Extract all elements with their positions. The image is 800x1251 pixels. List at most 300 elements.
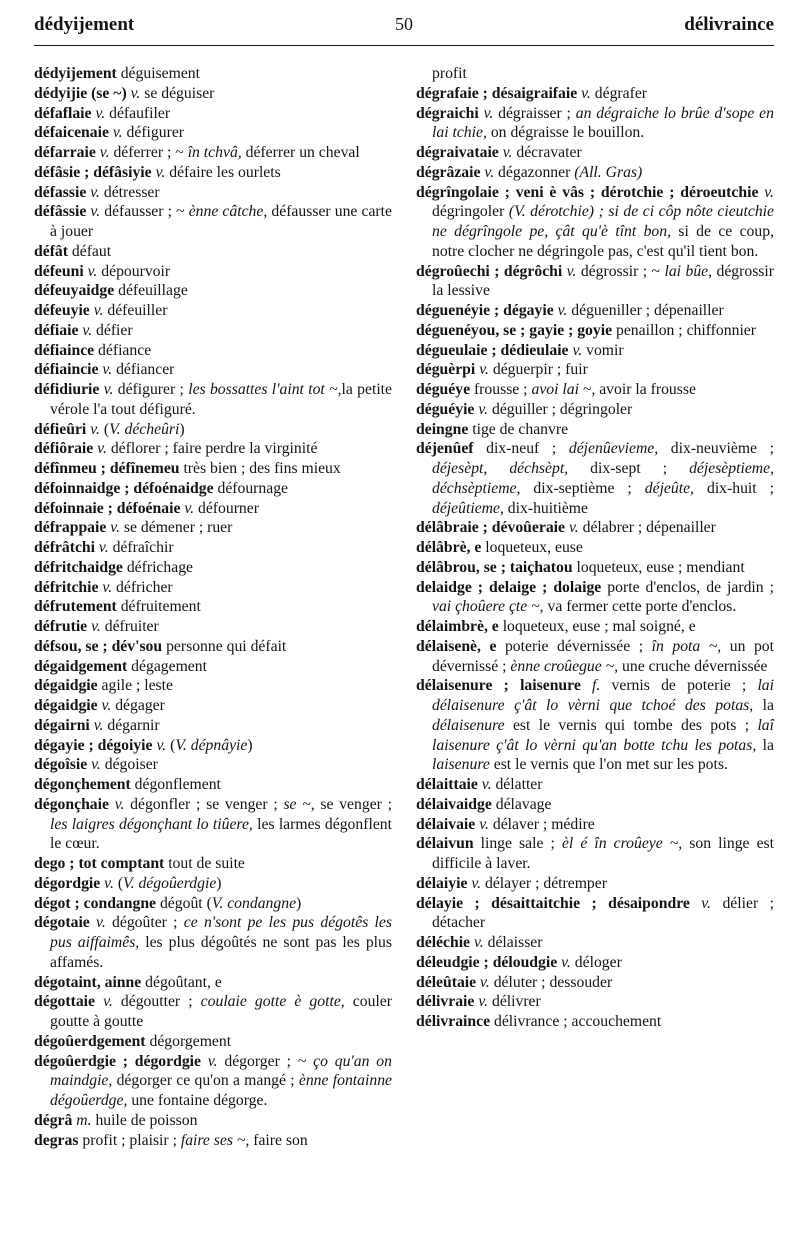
dictionary-entry [416,953,774,973]
dictionary-entry [34,163,392,183]
italic-text: v. [108,795,125,813]
definition-text: dégarnir [103,716,160,734]
headword: déleûtaie [416,973,477,991]
running-header [34,14,774,38]
italic-text: v. [86,203,101,221]
headword: dégordgie [34,874,101,892]
italic-text: v. [568,341,583,359]
italic-text: m. [72,1111,92,1129]
dictionary-entry [416,992,774,1012]
headword: déléchie [416,934,471,951]
dictionary-entry [34,558,392,578]
definition-text: la [756,736,774,754]
italic-text: v. [95,144,110,161]
italic-text: v. [474,400,489,418]
definition-text: ( [113,874,124,892]
dictionary-entry [416,360,774,380]
definition-text: vernis de poterie ; [600,677,758,695]
dictionary-entry [416,163,774,183]
italic-text: avoi lai ~, [531,381,596,398]
dictionary-entry [34,913,392,972]
italic-text: v. [475,361,489,379]
dictionary-entry [416,518,774,538]
definition-text: est le vernis que l'on met sur les pots. [489,756,728,774]
headword: dégaidgie [34,697,98,714]
headword: défrâtchi [34,539,95,556]
definition-text: déferrer un cheval [241,144,360,161]
definition-text: profit [432,65,467,82]
definition-text: défruiter [100,618,159,635]
definition-text: défrichage [122,558,194,576]
italic-text: déjenûevieme, [568,440,659,458]
definition-text: agile ; leste [97,677,173,695]
italic-text: v. [201,1052,218,1070]
dictionary-entry [34,755,392,775]
dictionary-entry [34,420,392,440]
italic-text: v. [470,934,484,951]
headword: délaivaidge [416,795,492,813]
definition-text: dégoiser [100,756,158,774]
right-column [416,64,774,1032]
definition-text: ) [179,420,185,438]
headword: dégayie ; dégoiyie [34,736,153,754]
headword: défeuyaidge [34,282,115,300]
headword: dégot ; condangne [34,894,157,912]
definition-text: dégagement [127,657,207,675]
definition-text: défausser une carte à jouer [50,203,392,240]
italic-text: V. dégoûerdgie [123,874,217,892]
headword: déguéye [416,381,471,398]
headword: dégonçhement [34,776,131,793]
definition-text: ) [216,874,222,892]
headword: défoinnaie ; défoénaie [34,499,181,517]
dictionary-entry [416,894,774,934]
dictionary-entry [34,716,392,736]
italic-text: v. [553,302,568,319]
definition-text: déferrer ; ~ [109,144,188,161]
headword: dégaidgement [34,657,128,675]
italic-text: ènne câtche, [188,203,268,221]
definition-text: dégorgement [145,1032,232,1050]
definition-text: une cruche dévernissée [618,657,768,675]
definition-text: défigurer ; [113,381,189,398]
dictionary-entry [416,321,774,341]
italic-text: déjeûte, [644,479,694,497]
dictionary-entry [416,815,774,835]
italic-text: lai délaisenure ç'ât lo vèrni que tchoé des potas, [432,677,775,714]
definition-text: une fontaine dégorge. [127,1092,268,1109]
italic-text: v. [477,776,492,793]
dictionary-entry [416,380,774,400]
dictionary-entry [416,578,774,618]
definition-text: défigurer [122,124,185,142]
headword: défiaince [34,341,95,359]
italic-text: v. [180,499,195,517]
definition-text: on dégraisse le bouillon. [486,124,645,142]
headword: défâssie [34,203,87,221]
italic-text: les bossattes l'aint tot ~, [188,381,342,398]
dictionary-entry [416,617,774,637]
definition-text: dix-septième ; [520,479,645,497]
definition-text: la [753,697,774,714]
definition-text: dégrossir la lessive [432,262,774,300]
italic-text: v. [557,953,571,971]
definition-text: se déguiser [140,84,215,102]
definition-text: faire son [249,1131,308,1149]
italic-text: an dégraiche lo brûe d'sope en lai tchie, [432,104,774,142]
italic-text: v. [480,163,495,181]
dictionary-entry [34,992,392,1032]
headword: dégaidgie [34,677,98,695]
definition-text: huile de poisson [91,1111,198,1129]
dictionary-entry [34,676,392,696]
italic-text: v. [86,420,100,438]
italic-text: se ~, [283,795,315,813]
dictionary-entry [416,637,774,677]
definition-text: délaver ; médire [488,815,595,833]
italic-text: v. [86,183,100,201]
definition-text: délier ; détacher [432,894,774,932]
italic-text: v. [95,993,113,1011]
dictionary-entry [34,696,392,716]
dictionary-entry [34,597,392,617]
definition-text: ( [166,736,176,754]
definition-text: dix-neuf ; [473,440,569,458]
headword: dégrâzaie [416,163,481,181]
headword: dégotaie [34,914,90,932]
dictionary-entry [34,657,392,677]
definition-text: défier [92,321,133,339]
definition-text: déloger [570,953,622,971]
italic-text: ènne fontainne dégoûerdge, [50,1072,393,1109]
definition-text: dix-sept ; [568,460,690,477]
italic-text: V. condangne [211,894,297,912]
italic-text: v. [89,302,104,319]
definition-text: dégoûtant, e [141,973,222,991]
definition-text: penaillon ; chiffonnier [612,321,756,339]
headword: défsou, se ; dév'sou [34,637,163,655]
italic-text: v. [562,262,577,280]
dictionary-entry [416,874,774,894]
italic-text: ço qu'an on maindgie, [50,1052,392,1090]
definition-text: défruitement [116,598,201,616]
italic-text: v. [151,163,166,181]
italic-text: èl é în croûeye ~, [561,835,683,853]
headword: dégraichi [416,104,479,122]
headword: délaittaie [416,776,478,793]
dictionary-entry [416,301,774,321]
headword: défeuyie [34,302,90,319]
definition-text: les plus dégoûtés ne sont pas les plus affamés. [50,934,392,971]
italic-text: v. [467,874,482,892]
italic-text: faire ses ~, [180,1131,250,1149]
dictionary-entry [416,439,774,518]
definition-text: dégorger ce qu'on a mangé ; [112,1072,299,1090]
dictionary-entry [34,143,392,163]
headword: dego ; tot comptant [34,855,165,872]
italic-text: coulaie gotte è gotte, [200,993,345,1011]
headword: dégoîsie [34,756,88,774]
definition-text: dégoûter ; [105,914,184,932]
definition-text: linge sale ; [473,835,562,853]
definition-text: défraîchir [108,539,174,556]
definition-text: déguerpir ; fuir [488,361,588,379]
italic-text: v. [565,519,579,537]
italic-text: déjeûtieme, [432,499,504,517]
headword: délaiyie [416,874,468,892]
dictionary-entry [34,1032,392,1052]
dictionary-entry [34,736,392,756]
italic-text: v. [476,973,490,991]
headword: défidiurie [34,381,100,398]
italic-text: f. [580,677,601,695]
dictionary-entry [34,84,392,104]
definition-text: défaire les ourlets [165,163,281,181]
definition-text: défaufiler [105,104,171,122]
dictionary-entry [34,380,392,420]
dictionary-entry [416,933,774,953]
definition-text: personne qui défait [162,637,287,655]
italic-text: v. [83,262,98,280]
dictionary-entry [34,479,392,499]
headword: delaidge ; delaige ; dolaige [416,578,602,596]
italic-text: v. [97,697,112,714]
headword: dégonçhaie [34,795,109,813]
headword: défarraie [34,144,96,161]
italic-text: v. [126,84,141,102]
dictionary-entry [34,183,392,203]
definition-text: se venger ; [314,795,392,813]
definition-text: dix-huitième [503,499,588,517]
headword: défrutie [34,618,88,635]
definition-text: profit ; plaisir ; [78,1131,181,1149]
definition-text: loqueteux, euse ; mal soigné, e [498,618,696,635]
headword: déguéyie [416,400,475,418]
dictionary-entry [34,459,392,479]
dictionary-entry [34,202,392,242]
definition-text: dégonfler ; se venger ; [124,795,284,813]
headword: dégairni [34,716,90,734]
dictionary-entry [34,518,392,538]
definition-text: décravater [512,144,582,161]
dictionary-entry [34,281,392,301]
definition-text: la petite vérole l'a tout défiguré. [50,381,392,418]
dictionary-entry [34,874,392,894]
italic-text: délaisenure [432,716,505,734]
definition-text: loqueteux, euse [481,539,583,556]
definition-text: couler goutte à goutte [50,993,392,1030]
headword: délâbrou, se ; taiçhatou [416,558,573,576]
headword: dégrafaie ; désaigraifaie [416,84,578,102]
italic-text: v. [152,736,167,754]
headword: délaivun [416,835,474,853]
dictionary-entry [34,1131,392,1151]
dictionary-entry [416,676,774,775]
dictionary-entry [416,143,774,163]
italic-text: V. décheûri [109,420,180,438]
headword: défât [34,242,68,260]
dictionary-entry [416,973,774,993]
headword: deingne [416,420,469,438]
headword: défaicenaie [34,124,109,142]
definition-text: défricher [112,578,173,596]
italic-text: în pota ~, [651,637,722,655]
dictionary-entry [34,262,392,282]
definition-text: son linge est difficile à laver. [432,835,774,872]
headword: défaflaie [34,104,92,122]
dictionary-entry [34,578,392,598]
definition-text: dix-neuvième ; [658,440,774,458]
dictionary-entry [34,242,392,262]
dictionary-entry [416,420,774,440]
italic-text: v. [93,440,107,458]
headword: dégraivataie [416,144,499,161]
headword: dédyijie (se ~) [34,84,127,102]
header-rule [34,45,774,46]
dictionary-entry [416,341,774,361]
dictionary-entry [34,538,392,558]
dictionary-entry [416,834,774,874]
italic-text: vai çhoûere çte ~, [432,598,544,616]
dictionary-entry [416,558,774,578]
definition-text: dégraisser ; [493,104,576,122]
dictionary-entry [416,84,774,104]
italic-text: lai bûe, [664,262,713,280]
definition-text: dépourvoir [97,262,171,280]
definition-text: va fermer cette porte d'enclos. [543,598,737,616]
definition-text: si de ce coup, notre clocher ne dégringole pas, c'est qu'il tient bon. [432,223,774,260]
headword: dégotaint, ainne [34,973,142,991]
headword: déleudgie ; déloudgie [416,953,558,971]
definition-text: défaut [67,242,112,260]
definition-text: tige de chanvre [468,420,569,438]
definition-text: délaisser [483,934,543,951]
dictionary-entry [34,1111,392,1131]
headword: défâsie ; défâsiyie [34,163,152,181]
definition-text: délatter [491,776,543,793]
definition-text: défeuiller [103,302,168,319]
italic-text: v. [91,104,106,122]
definition-text: est le vernis qui tombe des pots ; [504,716,758,734]
dictionary-entry [34,64,392,84]
headword: dégoûerdgement [34,1032,146,1050]
headword: défoinnaidge ; défoénaidge [34,479,214,497]
italic-text: v. [577,84,591,102]
dictionary-entry [34,301,392,321]
italic-text: v. [95,539,109,556]
headword: défiaie [34,321,79,339]
definition-text: dégoutter ; [112,993,201,1011]
entry-continuation [416,64,774,84]
definition-text: ( [99,420,110,438]
left-column [34,64,392,1150]
definition-text: déguiller ; dégringoler [488,400,633,418]
italic-text: v. [87,756,101,774]
definition-text: défeuillage [114,282,188,300]
definition-text: déluter ; dessouder [489,973,613,991]
headword: déguenéyou, se ; gayie ; goyie [416,321,613,339]
italic-text: v. [98,361,113,379]
dictionary-entry [34,1052,392,1111]
italic-text: v. [758,183,774,201]
headword: délivraie [416,993,475,1011]
italic-text: v. [475,815,489,833]
headword: délayie ; désaittaitchie ; désaipondre [416,894,690,912]
dictionary-entry [34,341,392,361]
headword: délaivaie [416,815,476,833]
dictionary-entry [416,538,774,558]
headword: défiaincie [34,361,99,379]
headword: degras [34,1131,79,1149]
headword: dégueulaie ; dédieulaie [416,341,569,359]
italic-text: v. [89,716,104,734]
definition-text: dégrossir ; ~ [576,262,665,280]
definition-text: défausser ; ~ [100,203,189,221]
headword: dégroûechi ; dégrôchi [416,262,563,280]
definition-text: poterie dévernissée ; [496,637,652,655]
definition-text: défourner [194,499,259,517]
definition-text: dégager [111,697,165,714]
headword: défrutement [34,598,117,616]
dictionary-entry [416,262,774,302]
italic-text: les laigres dégonçhant lo tiûere, [50,815,253,833]
definition-text: délivrance ; accouchement [490,1013,662,1030]
dictionary-entry [34,894,392,914]
italic-text: (All. Gras) [574,163,643,181]
dictionary-entry [34,104,392,124]
headword: défiôraie [34,440,94,458]
italic-text: v. [498,144,513,161]
headword: délaisenè, e [416,637,497,655]
italic-text: déjesèptieme, déchsèptieme, [432,460,774,497]
italic-text: déjesèpt, déchsèpt, [432,460,569,477]
headword: dégrîngolaie ; veni è vâs ; dérotchie ; déroeutchie [416,183,759,201]
italic-text: v. [474,993,489,1011]
italic-text: v. [99,381,114,398]
italic-text: v. [89,914,106,932]
headword: défritchie [34,578,99,596]
headword: défeuni [34,262,84,280]
headword: défieûri [34,420,87,438]
dictionary-entry [34,795,392,854]
italic-text: V. dépnâyie [175,736,248,754]
definition-text: un pot dévernissé ; [432,637,774,675]
definition-text: déflorer ; faire perdre la virginité [106,440,318,458]
headword: défritchaidge [34,558,123,576]
dictionary-entry [34,439,392,459]
definition-text: déguisement [116,65,200,82]
definition-text: dix-huit ; [693,479,774,497]
italic-text: v. [100,874,114,892]
dictionary-entry [34,123,392,143]
definition-text: détresser [99,183,160,201]
definition-text: dégazonner [494,163,575,181]
definition-text: défiance [94,341,152,359]
definition-text: très bien ; des fins mieux [179,460,341,477]
definition-text: avoir la frousse [595,381,696,398]
dictionary-entry [34,321,392,341]
dictionary-entry [416,104,774,144]
header-last-entry: délivraince [684,14,774,35]
italic-text: v. [478,104,494,122]
headword: dégoûerdgie ; dégordgie [34,1052,201,1070]
definition-text: dégorger ; ~ [217,1052,314,1070]
definition-text: délayer ; détremper [481,874,607,892]
headword: dédyijement [34,65,117,82]
definition-text: délabrer ; dépenailler [578,519,716,537]
italic-text: (V. dérotchie) ; si de ci côp nôte cieutchie ne dégrîngole pe, çât qu'è tînt bon, [432,203,774,240]
dictionary-entry [416,775,774,795]
